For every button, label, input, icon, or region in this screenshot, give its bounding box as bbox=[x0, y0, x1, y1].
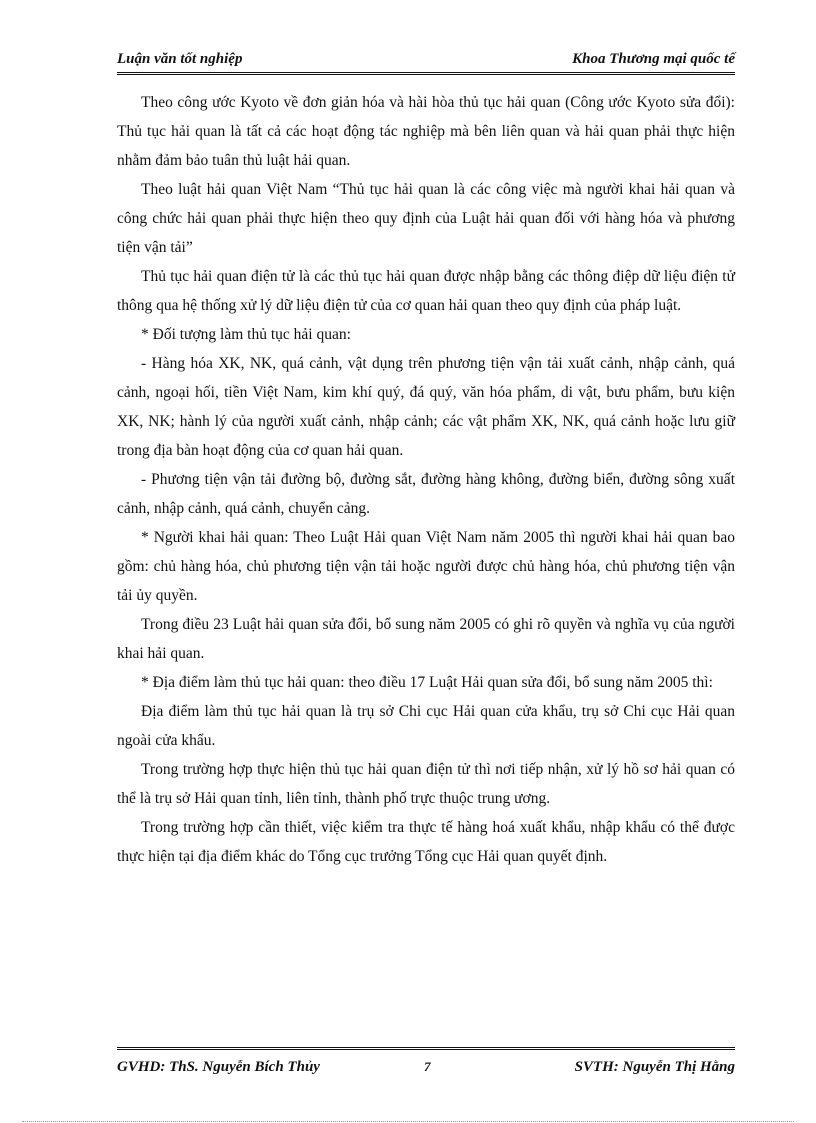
paragraph-declarant-rights: Trong điều 23 Luật hải quan sửa đổi, bổ sung năm 2005 có ghi rõ quyền và nghĩa vụ của người khai hải quan. bbox=[117, 616, 735, 662]
footer-supervisor: GVHD: ThS. Nguyễn Bích Thủy bbox=[117, 1059, 320, 1075]
page-body bbox=[117, 88, 735, 871]
paragraph-electronic-customs-definition: Thủ tục hải quan điện tử là các thủ tục hải quan được nhập bằng các thông điệp dữ liệu điện tử thông qua hệ thống xử lý dữ liệu điện tử của cơ quan hải quan theo quy định của pháp luật. bbox=[117, 268, 735, 314]
paragraph-vietnam-law-definition: Theo luật hải quan Việt Nam “Thủ tục hải quan là các công việc mà người khai hải quan và công chức hải quan phải thực hiện theo quy định của Luật hải quan đối với hàng hóa và phương tiện vận tải” bbox=[117, 181, 735, 256]
header-thesis-title: Luận văn tốt nghiệp bbox=[117, 51, 243, 67]
paragraph-location-heading: * Địa điểm làm thủ tục hải quan: theo điều 17 Luật Hải quan sửa đổi, bổ sung năm 2005 thì: bbox=[141, 674, 713, 691]
paragraph-location-electronic: Trong trường hợp thực hiện thủ tục hải quan điện tử thì nơi tiếp nhận, xử lý hồ sơ hải quan có thể là trụ sở Hải quan tỉnh, liên tỉnh, thành phố trực thuộc trung ương. bbox=[117, 761, 735, 807]
page-header bbox=[117, 48, 735, 75]
paragraph-location-border: Địa điểm làm thủ tục hải quan là trụ sở Chi cục Hải quan cửa khẩu, trụ sở Chi cục Hải quan ngoài cửa khẩu. bbox=[117, 703, 735, 749]
paragraph-kyoto-definition: Theo công ước Kyoto về đơn giản hóa và hài hòa thủ tục hải quan (Công ước Kyoto sửa đổi): Thủ tục hải quan là tất cả các hoạt động tác nghiệp mà bên liên quan và hải quan phải thực hiện nhằm đảm bảo tuân thủ luật hải quan. bbox=[117, 94, 735, 169]
page-footer bbox=[117, 1047, 735, 1080]
page-bottom-divider bbox=[22, 1121, 794, 1122]
paragraph-location-other: Trong trường hợp cần thiết, việc kiểm tra thực tế hàng hoá xuất khẩu, nhập khẩu có thể được thực hiện tại địa điểm khác do Tổng cục trưởng Tổng cục Hải quan quyết định. bbox=[117, 819, 735, 865]
paragraph-subjects-heading: * Đối tượng làm thủ tục hải quan: bbox=[141, 326, 351, 343]
paragraph-subjects-vehicles: - Phương tiện vận tải đường bộ, đường sắt, đường hàng không, đường biển, đường sông xuất cảnh, nhập cảnh, quá cảnh, chuyển cảng. bbox=[117, 471, 735, 517]
header-faculty-name: Khoa Thương mại quốc tế bbox=[572, 51, 735, 67]
paragraph-declarant: * Người khai hải quan: Theo Luật Hải quan Việt Nam năm 2005 thì người khai hải quan bao gồm: chủ hàng hóa, chủ phương tiện vận tải hoặc người được chủ hàng hóa, chủ phương tiện vận tải ủy quyền. bbox=[117, 529, 735, 604]
page-number: 7 bbox=[424, 1059, 431, 1074]
footer-student: SVTH: Nguyễn Thị Hằng bbox=[574, 1059, 735, 1075]
paragraph-subjects-goods: - Hàng hóa XK, NK, quá cảnh, vật dụng trên phương tiện vận tải xuất cảnh, nhập cảnh, quá cảnh, ngoại hối, tiền Việt Nam, kim khí quý, đá quý, văn hóa phẩm, di vật, bưu phẩm, bưu kiện XK, NK; hành lý của người xuất cảnh, nhập cảnh; các vật phẩm XK, NK, quá cảnh hoặc lưu giữ trong địa bàn hoạt động của cơ quan hải quan. bbox=[117, 355, 735, 459]
